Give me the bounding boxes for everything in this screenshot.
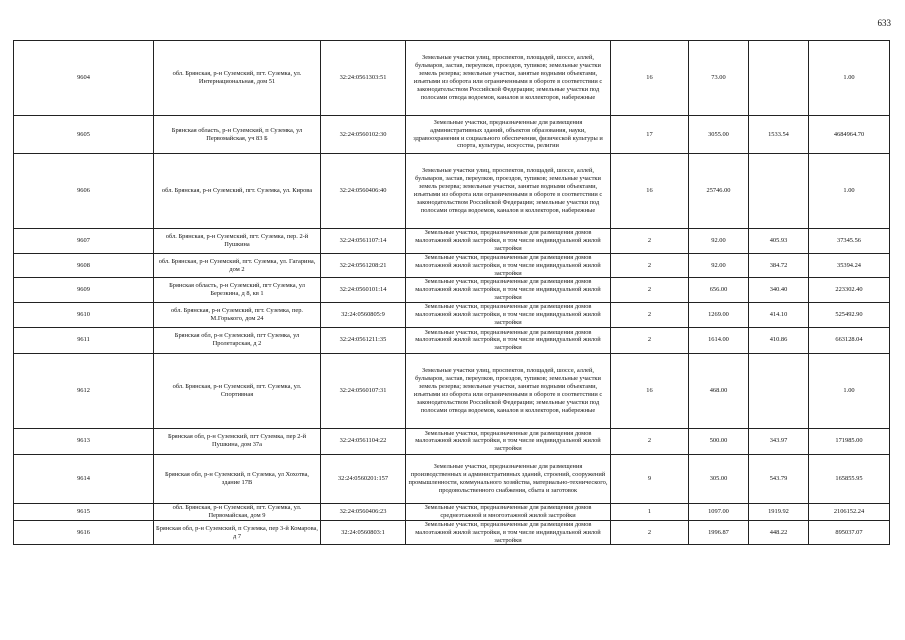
address-cell: Брянская обл, р-н Суземский, п Суземка, пер 3-й Комарова, д 7	[154, 520, 321, 545]
land-use-description-cell: Земельные участки, предназначенные для размещения домов малоэтажной жилой застройки, в том числе индивидуальной жилой застройки	[406, 327, 611, 353]
table-row	[14, 353, 890, 428]
area-cell: 1614.00	[689, 327, 749, 353]
area-cell: 468.00	[689, 353, 749, 428]
specific-value-cell: 410.86	[749, 327, 809, 353]
specific-value-cell: 343.97	[749, 428, 809, 454]
cadastral-value-cell: 525492.90	[809, 303, 890, 328]
group-cell: 16	[611, 154, 689, 229]
area-cell: 25746.00	[689, 154, 749, 229]
row-number: 9609	[14, 278, 154, 303]
table-row	[14, 303, 890, 328]
cadastral-number-cell: 32:24:0560406:40	[321, 154, 406, 229]
land-use-description-cell: Земельные участки, предназначенные для размещения домов среднеэтажной и многоэтажной жилой застройки	[406, 503, 611, 520]
land-use-description-cell: Земельные участки, предназначенные для размещения домов малоэтажной жилой застройки, в том числе индивидуальной жилой застройки	[406, 229, 611, 254]
cadastral-number-cell: 32:24:0561107:14	[321, 229, 406, 254]
group-cell: 1	[611, 503, 689, 520]
specific-value-cell: 448.22	[749, 520, 809, 545]
table-row	[14, 253, 890, 278]
cadastral-number-cell: 32:24:0560805:9	[321, 303, 406, 328]
address-cell: Брянская обл, р-н Суземский, п Суземка, ул Хохотва, здание 17В	[154, 454, 321, 503]
land-use-description-cell: Земельные участки, предназначенные для размещения домов малоэтажной жилой застройки, в том числе индивидуальной жилой застройки	[406, 253, 611, 278]
address-cell: обл. Брянская, р-н Суземский, пгт. Суземка, пер. М.Горького, дом 24	[154, 303, 321, 328]
row-number: 9614	[14, 454, 154, 503]
land-use-description-cell: Земельные участки улиц, проспектов, площадей, шоссе, аллей, бульваров, застав, переулков, проездов, тупиков; земельные участки земель резерва; земельные участки, занятые водными объектами, изъятыми из оборота или ограниченными в обороте в соответствии с законодательством Российской Федерации; земельные участки под полосами отвода водоемов, каналов и коллекторов, набережные	[406, 353, 611, 428]
row-number: 9607	[14, 229, 154, 254]
group-cell: 2	[611, 327, 689, 353]
table-row	[14, 278, 890, 303]
specific-value-cell: 543.79	[749, 454, 809, 503]
land-use-description-cell: Земельные участки, предназначенные для размещения домов малоэтажной жилой застройки, в том числе индивидуальной жилой застройки	[406, 428, 611, 454]
specific-value-cell	[749, 353, 809, 428]
group-cell: 16	[611, 353, 689, 428]
address-cell: обл. Брянская, р-н Суземский, пгт. Суземка, ул. Интернациональная, дом 51	[154, 41, 321, 116]
address-cell: обл. Брянская, р-н Суземский, пгт. Суземка, ул. Спортивная	[154, 353, 321, 428]
land-use-description-cell: Земельные участки, предназначенные для размещения домов малоэтажной жилой застройки, в том числе индивидуальной жилой застройки	[406, 303, 611, 328]
table-row	[14, 503, 890, 520]
cadastral-number-cell: 32:24:0560803:1	[321, 520, 406, 545]
row-number: 9610	[14, 303, 154, 328]
address-cell: обл. Брянская, р-н Суземский, пгт. Суземка, ул. Гагарина, дом 2	[154, 253, 321, 278]
row-number: 9604	[14, 41, 154, 116]
area-cell: 1097.00	[689, 503, 749, 520]
cadastral-value-cell: 1.00	[809, 154, 890, 229]
land-use-description-cell: Земельные участки, предназначенные для размещения домов малоэтажной жилой застройки, в том числе индивидуальной жилой застройки	[406, 278, 611, 303]
cadastral-number-cell: 32:24:0561208:21	[321, 253, 406, 278]
group-cell: 2	[611, 303, 689, 328]
area-cell: 92.00	[689, 229, 749, 254]
area-cell: 92.00	[689, 253, 749, 278]
cadastral-number-cell: 32:24:0561211:35	[321, 327, 406, 353]
group-cell: 16	[611, 41, 689, 116]
page-number: 633	[877, 18, 891, 28]
group-cell: 17	[611, 116, 689, 154]
row-number: 9612	[14, 353, 154, 428]
group-cell: 2	[611, 229, 689, 254]
area-cell: 3055.00	[689, 116, 749, 154]
table-row	[14, 454, 890, 503]
cadastral-value-cell: 2106152.24	[809, 503, 890, 520]
address-cell: обл. Брянская, р-н Суземский, пгт. Суземка, ул. Первомайская, дом 9	[154, 503, 321, 520]
group-cell: 2	[611, 428, 689, 454]
group-cell: 9	[611, 454, 689, 503]
cadastral-value-cell: 663128.04	[809, 327, 890, 353]
land-use-description-cell: Земельные участки, предназначенные для размещения домов малоэтажной жилой застройки, в том числе индивидуальной жилой застройки	[406, 520, 611, 545]
row-number: 9616	[14, 520, 154, 545]
row-number: 9615	[14, 503, 154, 520]
specific-value-cell: 384.72	[749, 253, 809, 278]
land-use-description-cell: Земельные участки улиц, проспектов, площадей, шоссе, аллей, бульваров, застав, переулков, проездов, тупиков; земельные участки земель резерва; земельные участки, занятые водными объектами, изъятыми из оборота или ограниченными в обороте в соответствии с законодательством Российской Федерации; земельные участки под полосами отвода водоемов, каналов и коллекторов, набережные	[406, 154, 611, 229]
land-use-description-cell: Земельные участки, предназначенные для размещения административных зданий, объектов образования, науки, здравоохранения и социального обеспечения, физической культуры и спорта, культуры, искусства, религии	[406, 116, 611, 154]
table-row	[14, 41, 890, 116]
area-cell: 1996.87	[689, 520, 749, 545]
area-cell: 500.00	[689, 428, 749, 454]
row-number: 9608	[14, 253, 154, 278]
table-row	[14, 327, 890, 353]
address-cell: обл. Брянская, р-н Суземский, пгт. Суземка, ул. Кирова	[154, 154, 321, 229]
cadastral-value-cell: 1.00	[809, 41, 890, 116]
address-cell: Брянская область, р-н Суземский, п Суземка, ул Первомайская, уч 83 Б	[154, 116, 321, 154]
cadastral-value-cell: 165855.95	[809, 454, 890, 503]
cadastral-number-cell: 32:24:0560406:23	[321, 503, 406, 520]
specific-value-cell: 405.93	[749, 229, 809, 254]
specific-value-cell	[749, 41, 809, 116]
cadastral-value-cell: 171985.00	[809, 428, 890, 454]
area-cell: 656.00	[689, 278, 749, 303]
group-cell: 2	[611, 253, 689, 278]
table-body	[14, 41, 890, 545]
specific-value-cell: 340.40	[749, 278, 809, 303]
cadastral-number-cell: 32:24:0560101:14	[321, 278, 406, 303]
table-row	[14, 520, 890, 545]
row-number: 9606	[14, 154, 154, 229]
cadastral-value-cell: 4684964.70	[809, 116, 890, 154]
table-row	[14, 154, 890, 229]
cadastral-value-cell: 1.00	[809, 353, 890, 428]
address-cell: Брянская обл, р-н Суземский, пгт Суземка, ул Пролетарская, д 2	[154, 327, 321, 353]
group-cell: 2	[611, 278, 689, 303]
table-row	[14, 116, 890, 154]
address-cell: Брянская обл, р-н Суземский, пгт Суземка, пер 2-й Пушкина, дом 37а	[154, 428, 321, 454]
cadastral-value-cell: 37345.56	[809, 229, 890, 254]
specific-value-cell: 414.10	[749, 303, 809, 328]
row-number: 9611	[14, 327, 154, 353]
land-registry-table	[13, 40, 890, 545]
cadastral-number-cell: 32:24:0561303:51	[321, 41, 406, 116]
table-row	[14, 229, 890, 254]
area-cell: 305.00	[689, 454, 749, 503]
area-cell: 73.00	[689, 41, 749, 116]
address-cell: обл. Брянская, р-н Суземский, пгт. Суземка, пер. 2-й Пушкина	[154, 229, 321, 254]
specific-value-cell: 1919.92	[749, 503, 809, 520]
row-number: 9613	[14, 428, 154, 454]
specific-value-cell: 1533.54	[749, 116, 809, 154]
cadastral-number-cell: 32:24:0560201:157	[321, 454, 406, 503]
table-row	[14, 428, 890, 454]
cadastral-number-cell: 32:24:0560102:30	[321, 116, 406, 154]
cadastral-value-cell: 223302.40	[809, 278, 890, 303]
cadastral-value-cell: 895037.07	[809, 520, 890, 545]
land-use-description-cell: Земельные участки улиц, проспектов, площадей, шоссе, аллей, бульваров, застав, переулков, проездов, тупиков; земельные участки земель резерва; земельные участки, занятые водными объектами, изъятыми из оборота или ограниченными в обороте в соответствии с законодательством Российской Федерации; земельные участки под полосами отвода водоемов, каналов и коллекторов, набережные	[406, 41, 611, 116]
cadastral-value-cell: 35394.24	[809, 253, 890, 278]
specific-value-cell	[749, 154, 809, 229]
land-use-description-cell: Земельные участки, предназначенные для размещения производственных и административных зданий, строений, сооружений промышленности, коммунального хозяйства, материально-технического, продовольственного снабжения, сбыта и заготовок	[406, 454, 611, 503]
area-cell: 1269.00	[689, 303, 749, 328]
cadastral-number-cell: 32:24:0560107:31	[321, 353, 406, 428]
group-cell: 2	[611, 520, 689, 545]
row-number: 9605	[14, 116, 154, 154]
cadastral-number-cell: 32:24:0561104:22	[321, 428, 406, 454]
address-cell: Брянская область, р-н Суземский, пгт Суземка, ул Березкина, д 8, кв 1	[154, 278, 321, 303]
